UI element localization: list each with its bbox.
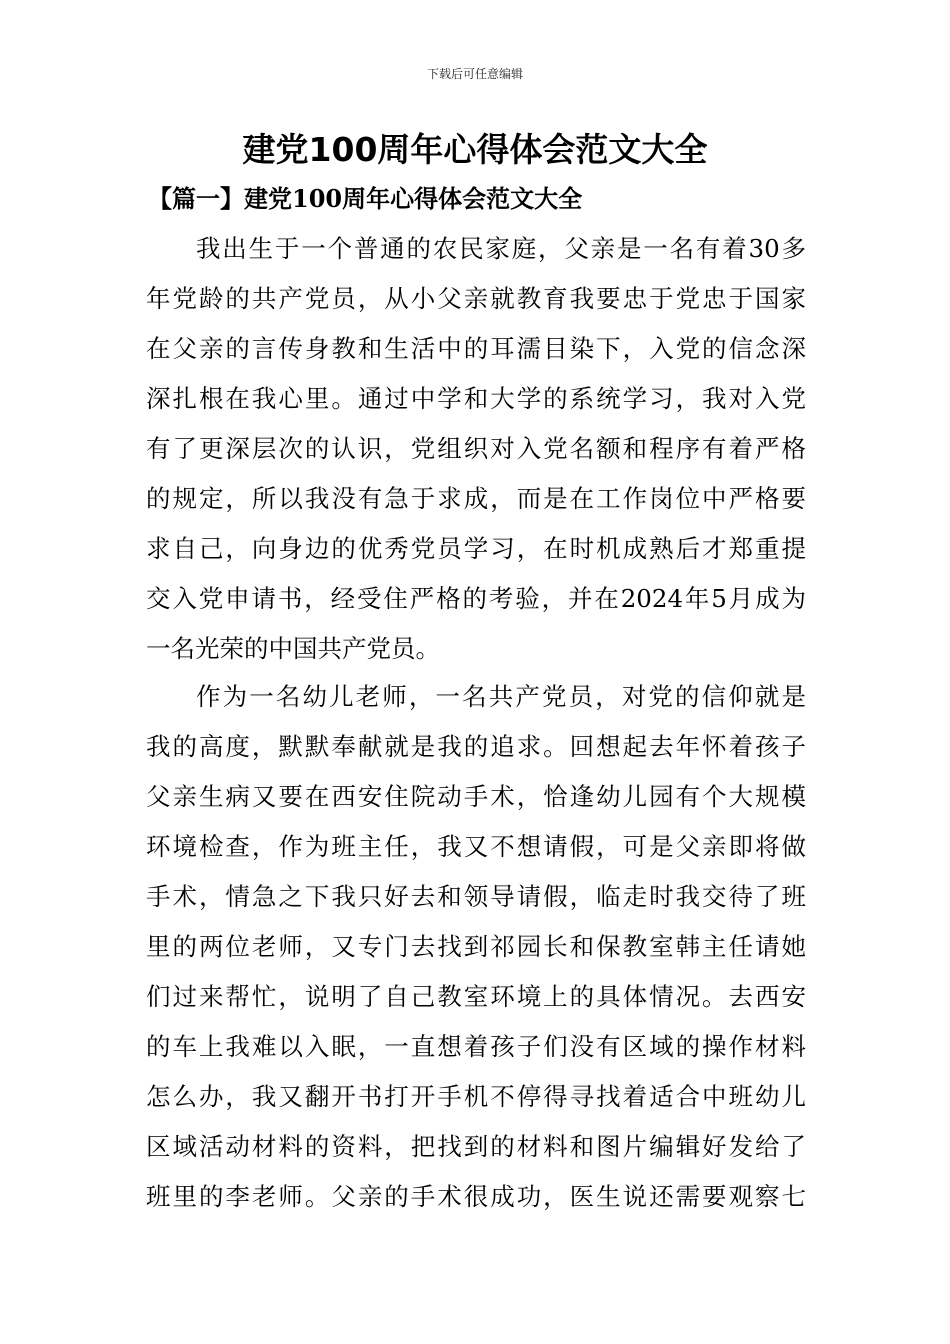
text-line: 环境检查，作为班主任，我又不想请假，可是父亲即将做	[146, 832, 806, 861]
text-line: 有了更深层次的认识，党组织对入党名额和程序有着严格	[146, 434, 806, 463]
text-line: 一名光荣的中国共产党员。	[146, 634, 440, 663]
text-line: 班里的李老师。父亲的手术很成功，医生说还需要观察七	[146, 1182, 806, 1211]
text-line: 交入党申请书，经受住严格的考验，并在2024年5月成为	[146, 584, 806, 613]
document-title: 建党100周年心得体会范文大全	[242, 130, 708, 169]
text-line: 们过来帮忙，说明了自己教室环境上的具体情况。去西安	[146, 982, 806, 1011]
paragraph-2	[146, 672, 806, 1222]
section-heading: 【篇一】建党100周年心得体会范文大全	[148, 184, 583, 213]
text-line: 父亲生病又要在西安住院动手术，恰逢幼儿园有个大规模	[146, 782, 806, 811]
text-line: 深扎根在我心里。通过中学和大学的系统学习，我对入党	[146, 384, 806, 413]
text-line: 我出生于一个普通的农民家庭，父亲是一名有着30多	[196, 234, 806, 263]
text-line: 手术，情急之下我只好去和领导请假，临走时我交待了班	[146, 882, 806, 911]
text-line: 里的两位老师，又专门去找到祁园长和保教室韩主任请她	[146, 932, 806, 961]
text-line: 我的高度，默默奉献就是我的追求。回想起去年怀着孩子	[146, 732, 806, 761]
text-line: 年党龄的共产党员，从小父亲就教育我要忠于党忠于国家	[146, 284, 806, 313]
text-line: 作为一名幼儿老师，一名共产党员，对党的信仰就是	[196, 682, 806, 711]
text-line: 怎么办，我又翻开书打开手机不停得寻找着适合中班幼儿	[146, 1082, 806, 1111]
text-line: 区域活动材料的资料，把找到的材料和图片编辑好发给了	[146, 1132, 806, 1161]
text-line: 求自己，向身边的优秀党员学习，在时机成熟后才郑重提	[146, 534, 806, 563]
paragraph-1	[146, 224, 806, 674]
header-note: 下载后可任意编辑	[426, 67, 523, 81]
text-line: 的规定，所以我没有急于求成，而是在工作岗位中严格要	[146, 484, 806, 513]
text-line: 的车上我难以入眠，一直想着孩子们没有区域的操作材料	[146, 1032, 806, 1061]
text-line: 在父亲的言传身教和生活中的耳濡目染下，入党的信念深	[146, 334, 806, 363]
